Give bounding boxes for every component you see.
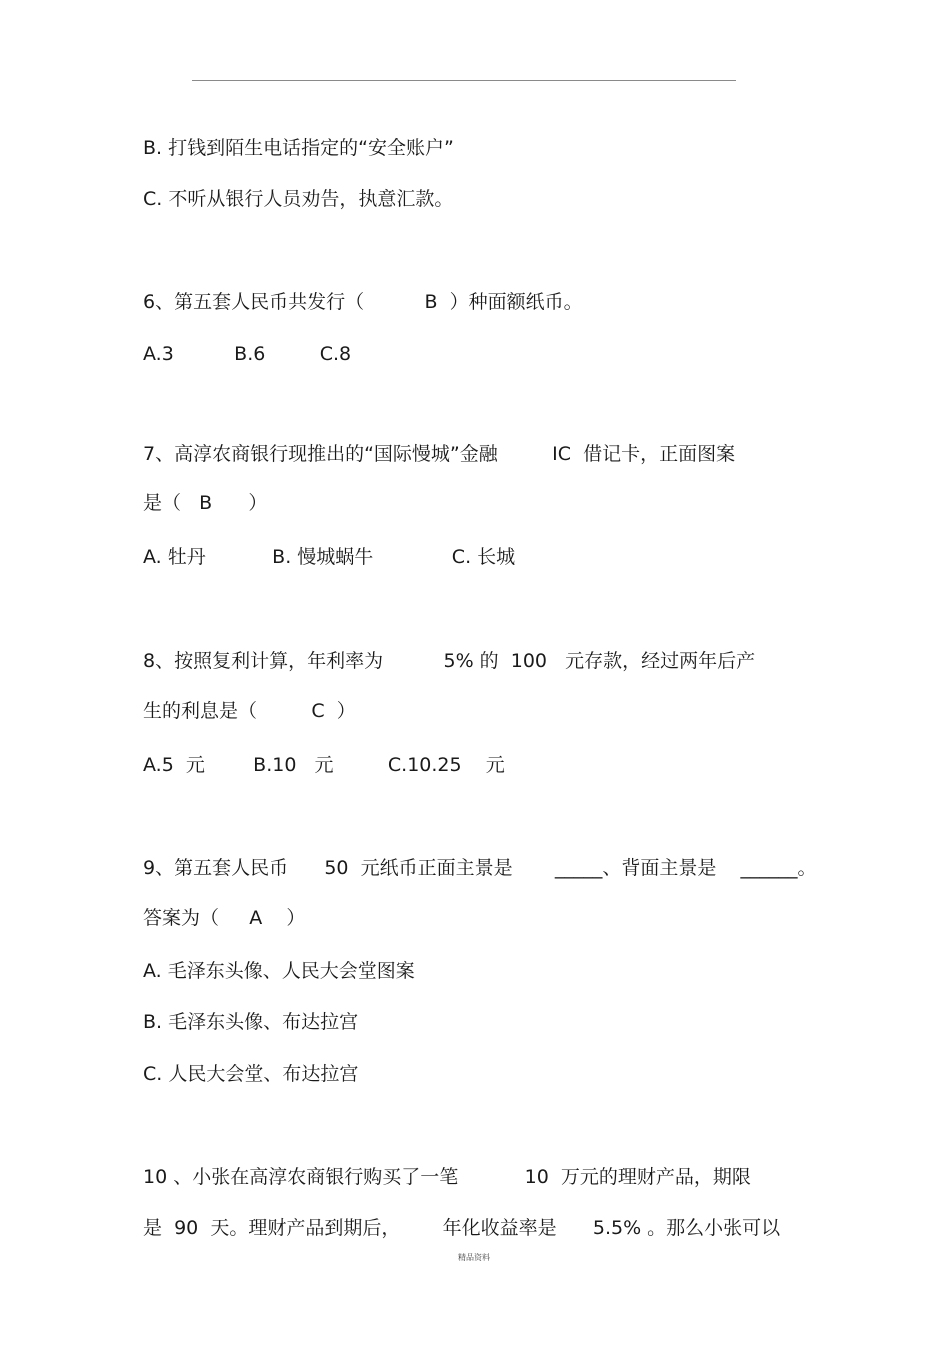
option-9b: B. 毛泽东头像、布达拉宫 bbox=[143, 1011, 359, 1033]
question-7-line-2: 是（ B ） bbox=[143, 492, 268, 514]
header-rule bbox=[192, 80, 736, 81]
option-9a: A. 毛泽东头像、人民大会堂图案 bbox=[143, 960, 415, 982]
options-8: A.5 元 B.10 元 C.10.25 元 bbox=[143, 754, 505, 776]
question-10-line-1: 10 、小张在高淳农商银行购买了一笔 10 万元的理财产品，期限 bbox=[143, 1166, 751, 1188]
footer-text: 精品资料 bbox=[458, 1253, 490, 1262]
question-8-line-2: 生的利息是（ C ） bbox=[143, 700, 356, 722]
question-7-line-1: 7、高淳农商银行现推出的“国际慢城”金融 IC 借记卡，正面图案 bbox=[143, 443, 736, 465]
option-9c: C. 人民大会堂、布达拉宫 bbox=[143, 1063, 359, 1085]
options-6: A.3 B.6 C.8 bbox=[143, 343, 352, 365]
question-10-line-2: 是 90 天。理财产品到期后， 年化收益率是 5.5% 。那么小张可以 bbox=[143, 1217, 781, 1239]
option-5c: C. 不听从银行人员劝告，执意汇款。 bbox=[143, 188, 454, 210]
option-5b: B. 打钱到陌生电话指定的“安全账户” bbox=[143, 137, 454, 159]
question-6: 6、第五套人民币共发行（ B ）种面额纸币。 bbox=[143, 291, 583, 313]
options-7: A. 牡丹 B. 慢城蜗牛 C. 长城 bbox=[143, 546, 516, 568]
question-8-line-1: 8、按照复利计算，年利率为 5% 的 100 元存款，经过两年后产 bbox=[143, 650, 756, 672]
question-9-line-1: 9、第五套人民币 50 元纸币正面主景是 _____、背面主景是 ______。 bbox=[143, 857, 817, 879]
question-9-line-2: 答案为（ A ） bbox=[143, 907, 306, 929]
